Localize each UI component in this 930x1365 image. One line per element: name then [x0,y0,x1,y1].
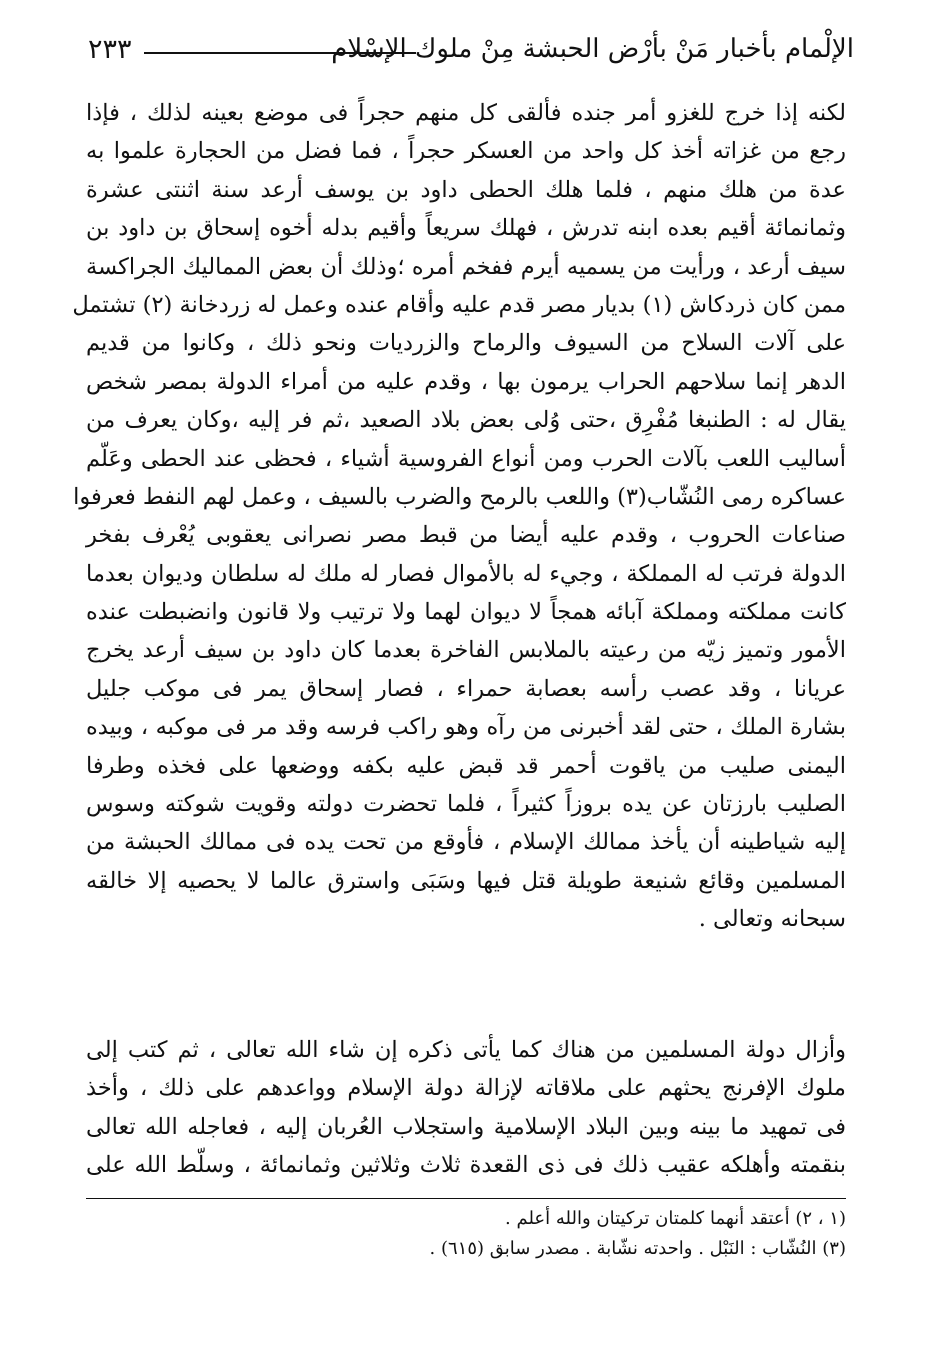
text-line: بنقمته وأهلكه عقيب ذلك فى ذى القعدة ثلاث وثلاثين وثمانمائة ، وسلّط الله على [86,1152,846,1179]
page-number: ٢٣٣ [88,34,132,65]
text-line: سيف أرعد ، ورأيت من يسميه أيرم ففخم أمره ؛وذلك أن بعض المماليك الجراكسة [86,253,846,280]
text-line: بشارة الملك ، حتى لقد أخبرنى من رآه وهو راكب فرسه وقد مر فى موكبه ، وبيده [86,714,846,741]
text-line: أساليب اللعب بآلات الحرب ومن أنواع الفروسية أشياء ، فحظى عند الحطى وعَلّم [86,445,846,472]
paragraph-2 [86,1031,846,1185]
text-line: عريانا ، وقد عصب رأسه بعصابة حمراء ، فصار إسحاق يمر فى موكب جليل [86,675,846,702]
footnotes [86,1204,846,1264]
text-line: فى تمهيد ما بينه وبين البلاد الإسلامية واستجلاب العُربان إليه ، فعاجله الله تعالى [86,1113,846,1140]
text-line: الدهر إنما سلاحهم الحراب يرمون بها ، وقدم عليه من أمراء الدولة بمصر شخص [86,368,846,395]
text-line: إليه شياطينه أن يأخذ ممالك الإسلام ، فأوقع من تحت يده فى ممالك الحبشة من [86,829,846,856]
text-line: عساكره رمى النُشّاب(٣) واللعب بالرمح والضرب بالسيف ، وعمل لهم النفط فعرفوا [73,483,846,510]
text-line: ممن كان ذردكاش (١) بديار مصر قدم عليه وأقام عنده وعمل له زردخانة (٢) تشتمل [72,291,846,318]
text-line: على آلات السلاح من السيوف والرماح والزرديات ونحو ذلك ، وكانوا من قديم [86,330,846,357]
text-line: اليمنى صليب من ياقوت أحمر قد قبض عليه بكفه ووضعها على فخذه وطرفا [86,752,846,779]
text-line: الأمور وتميز زيّه من رعيته بالملابس الفاخرة بعدما كان داود بن سيف أرعد يخرج [86,637,846,664]
text-line: المسلمين وقائع شنيعة طويلة قتل فيها وسَبَى واسترق عالما لا يحصيه إلا خالقه [86,867,846,894]
text-line: رجع من غزاته أخذ كل واحد من العسكر حجراً ، فما فضل من الحجارة علموا به [86,138,846,165]
text-line: يقال له : الطنبغا مُفْرِق ،حتى وُلى بعض بلاد الصعيد ،ثم فر إليه ،وكان يعرف من [86,407,846,434]
text-line: وثمانمائة أقيم بعده ابنه تدرش ، فهلك سريعاً وأقيم بدله أخوه إسحاق بن داود بن [86,215,846,242]
text-line: ملوك الإفرنج يحثهم على ملاقاته لإزالة دولة الإسلام وواعدهم على ذلك ، وأخذ [86,1075,846,1102]
paragraph-1 [72,94,846,939]
page-header [82,28,854,72]
running-title: الإلْمام بأخبار مَنْ بأرْض الحبشة مِنْ ملوك الإسْلام [331,34,854,64]
footnote: (٣) النُشّاب : النَبْل . واحدته نشّابة . مصدر سابق (٦١٥) . [429,1238,846,1259]
footnote: (١ ، ٢) أعتقد أنهما كلمتان تركيتان والله أعلم . [505,1208,846,1229]
text-line: الدولة فرتب له المملكة ، وجيء له بالأموال فصار له ملك له سلطان وديوان بعدما [86,560,846,587]
footnote-divider [86,1198,846,1199]
text-line: وأزال دولة المسلمين من هناك كما يأتى ذكره إن شاء الله تعالى ، ثم كتب إلى [86,1037,846,1063]
text-line: لكنه إذا خرج للغزو أمر جنده فألقى كل منهم حجراً فى موضع بعينه لذلك ، فإذا [86,100,846,126]
text-line: صناعات الحروب ، وقدم عليه أيضا من قبط مصر نصرانى يعقوبى يُعْرف بفخر [86,522,846,549]
text-line: كانت مملكته ومملكة آبائه همجاً لا ديوان لهما ولا ترتيب ولا قانون وانضبطت عنده [86,599,846,626]
text-line: سبحانه وتعالى . [698,906,846,933]
text-line: الصليب بارزتان عن يده بروزاً كثيراً ، فلما تحضرت دولته وقويت شوكته وسوس [86,791,846,818]
text-line: عدة من هلك منهم ، فلما هلك الحطى داود بن يوسف أرعد سنة اثنتى عشرة [86,176,846,203]
